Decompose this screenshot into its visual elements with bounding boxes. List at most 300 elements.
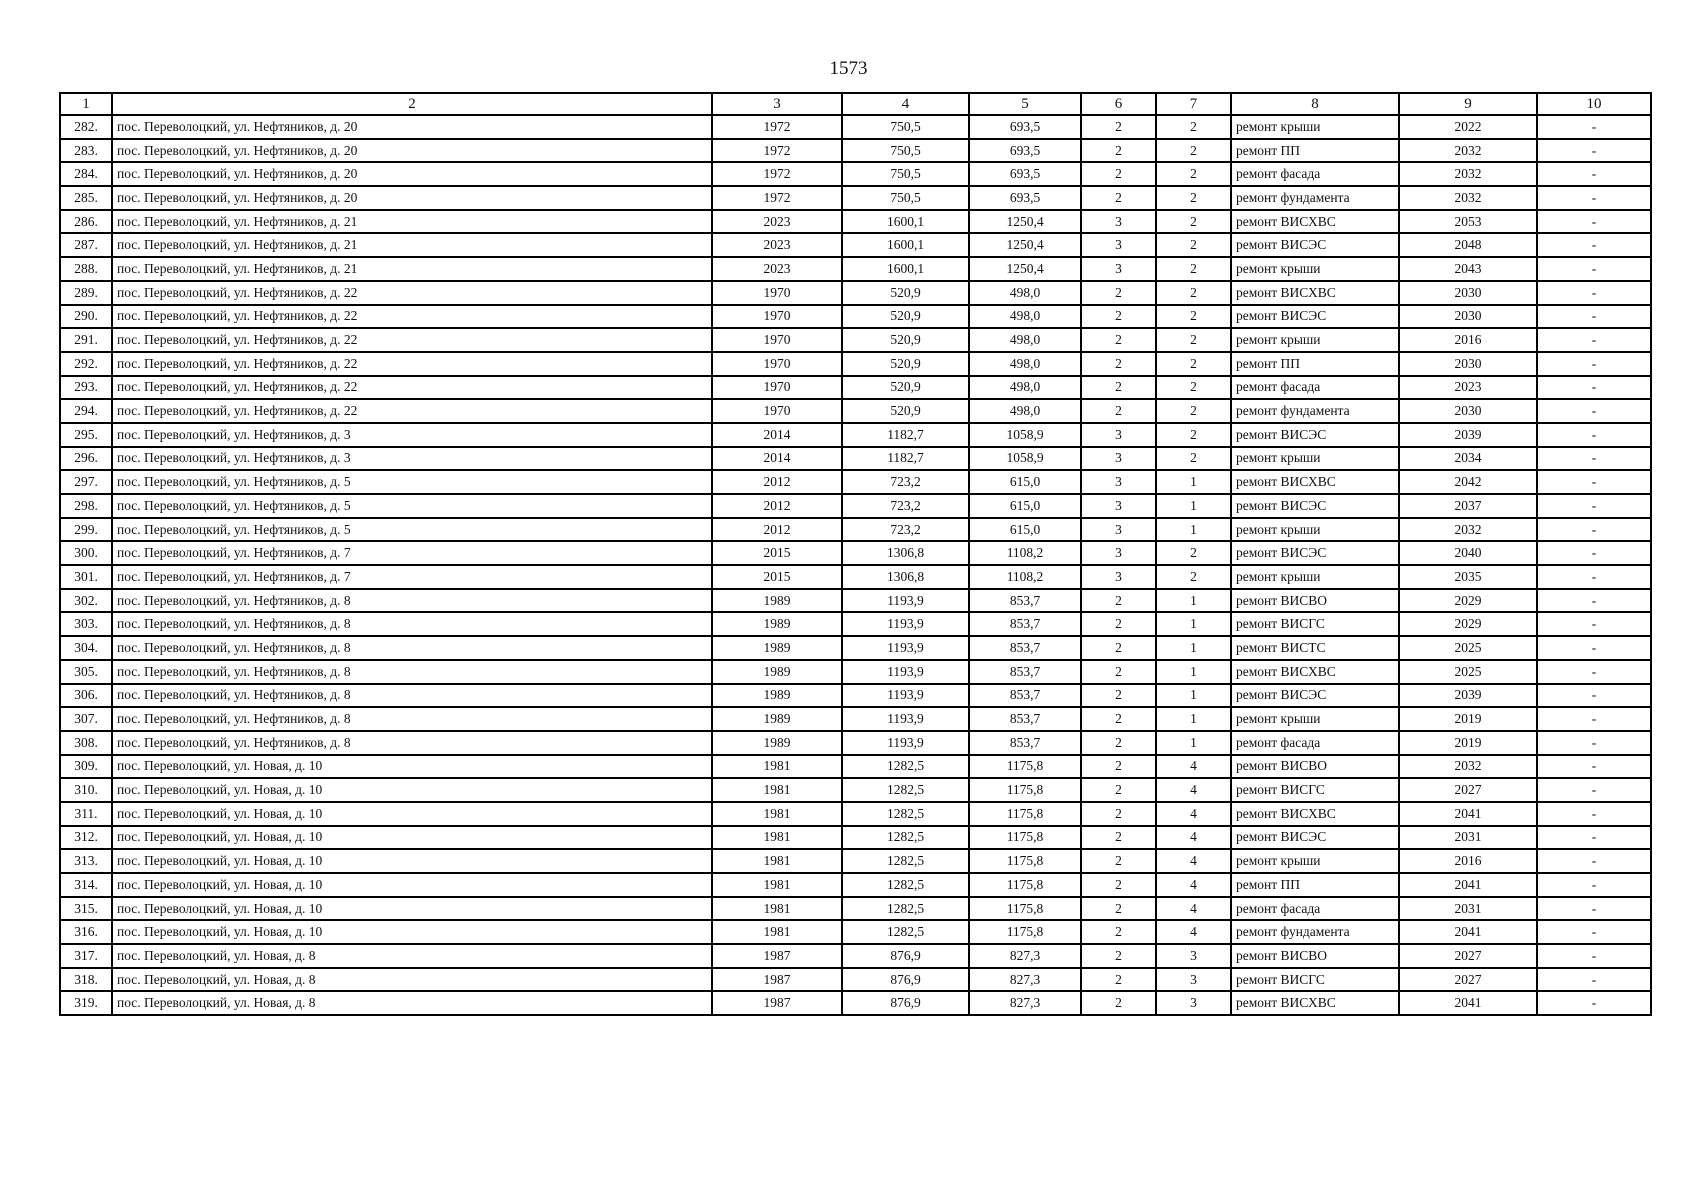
- address-cell: пос. Переволоцкий, ул. Нефтяников, д. 8: [112, 589, 712, 613]
- note-cell: -: [1537, 660, 1651, 684]
- table-row: [60, 612, 1651, 636]
- living-area-cell: 1175,8: [969, 873, 1081, 897]
- floors-cell: 3: [1081, 518, 1156, 542]
- entrances-cell: 2: [1156, 162, 1231, 186]
- row-number-cell: 285.: [60, 186, 112, 210]
- planned-year-cell: 2019: [1399, 707, 1537, 731]
- total-area-cell: 1182,7: [842, 423, 969, 447]
- planned-year-cell: 2022: [1399, 115, 1537, 139]
- total-area-cell: 1193,9: [842, 612, 969, 636]
- year-built-cell: 1981: [712, 873, 842, 897]
- row-number-cell: 291.: [60, 328, 112, 352]
- table-row: [60, 186, 1651, 210]
- address-cell: пос. Переволоцкий, ул. Нефтяников, д. 21: [112, 257, 712, 281]
- row-number-cell: 289.: [60, 281, 112, 305]
- year-built-cell: 1989: [712, 707, 842, 731]
- living-area-cell: 1058,9: [969, 423, 1081, 447]
- living-area-cell: 853,7: [969, 731, 1081, 755]
- total-area-cell: 1193,9: [842, 589, 969, 613]
- living-area-cell: 693,5: [969, 115, 1081, 139]
- repair-type-cell: ремонт ВИСВО: [1231, 589, 1399, 613]
- address-cell: пос. Переволоцкий, ул. Нефтяников, д. 21: [112, 233, 712, 257]
- row-number-cell: 307.: [60, 707, 112, 731]
- repair-type-cell: ремонт крыши: [1231, 115, 1399, 139]
- row-number-cell: 318.: [60, 968, 112, 992]
- year-built-cell: 1989: [712, 731, 842, 755]
- entrances-cell: 2: [1156, 352, 1231, 376]
- entrances-cell: 2: [1156, 281, 1231, 305]
- note-cell: -: [1537, 755, 1651, 779]
- table-row: [60, 305, 1651, 329]
- floors-cell: 2: [1081, 281, 1156, 305]
- year-built-cell: 1987: [712, 944, 842, 968]
- table-row: [60, 707, 1651, 731]
- planned-year-cell: 2041: [1399, 920, 1537, 944]
- floors-cell: 2: [1081, 707, 1156, 731]
- note-cell: -: [1537, 707, 1651, 731]
- planned-year-cell: 2030: [1399, 281, 1537, 305]
- year-built-cell: 1970: [712, 352, 842, 376]
- note-cell: -: [1537, 991, 1651, 1015]
- address-cell: пос. Переволоцкий, ул. Нефтяников, д. 8: [112, 731, 712, 755]
- total-area-cell: 520,9: [842, 376, 969, 400]
- table-row: [60, 684, 1651, 708]
- address-cell: пос. Переволоцкий, ул. Нефтяников, д. 5: [112, 470, 712, 494]
- table-row: [60, 873, 1651, 897]
- table-row: [60, 731, 1651, 755]
- living-area-cell: 827,3: [969, 944, 1081, 968]
- floors-cell: 2: [1081, 944, 1156, 968]
- living-area-cell: 498,0: [969, 352, 1081, 376]
- entrances-cell: 2: [1156, 447, 1231, 471]
- address-cell: пос. Переволоцкий, ул. Нефтяников, д. 8: [112, 636, 712, 660]
- row-number-cell: 310.: [60, 778, 112, 802]
- row-number-cell: 314.: [60, 873, 112, 897]
- floors-cell: 2: [1081, 162, 1156, 186]
- living-area-cell: 693,5: [969, 162, 1081, 186]
- column-header: 4: [842, 93, 969, 115]
- floors-cell: 2: [1081, 849, 1156, 873]
- repair-type-cell: ремонт ВИСЭС: [1231, 541, 1399, 565]
- total-area-cell: 520,9: [842, 305, 969, 329]
- floors-cell: 3: [1081, 447, 1156, 471]
- repair-type-cell: ремонт ПП: [1231, 352, 1399, 376]
- total-area-cell: 1600,1: [842, 257, 969, 281]
- entrances-cell: 1: [1156, 731, 1231, 755]
- planned-year-cell: 2032: [1399, 186, 1537, 210]
- total-area-cell: 723,2: [842, 518, 969, 542]
- address-cell: пос. Переволоцкий, ул. Нефтяников, д. 20: [112, 162, 712, 186]
- planned-year-cell: 2040: [1399, 541, 1537, 565]
- repair-type-cell: ремонт ВИСХВС: [1231, 470, 1399, 494]
- year-built-cell: 1981: [712, 778, 842, 802]
- planned-year-cell: 2034: [1399, 447, 1537, 471]
- total-area-cell: 520,9: [842, 352, 969, 376]
- row-number-cell: 312.: [60, 826, 112, 850]
- total-area-cell: 876,9: [842, 991, 969, 1015]
- table-row: [60, 257, 1651, 281]
- repair-type-cell: ремонт фасада: [1231, 376, 1399, 400]
- floors-cell: 2: [1081, 376, 1156, 400]
- table-row: [60, 518, 1651, 542]
- year-built-cell: 1972: [712, 139, 842, 163]
- table-row: [60, 281, 1651, 305]
- total-area-cell: 1306,8: [842, 565, 969, 589]
- floors-cell: 2: [1081, 731, 1156, 755]
- entrances-cell: 2: [1156, 210, 1231, 234]
- repair-type-cell: ремонт ПП: [1231, 873, 1399, 897]
- total-area-cell: 1282,5: [842, 897, 969, 921]
- planned-year-cell: 2025: [1399, 660, 1537, 684]
- entrances-cell: 3: [1156, 944, 1231, 968]
- entrances-cell: 2: [1156, 257, 1231, 281]
- year-built-cell: 1987: [712, 991, 842, 1015]
- row-number-cell: 290.: [60, 305, 112, 329]
- address-cell: пос. Переволоцкий, ул. Новая, д. 10: [112, 802, 712, 826]
- living-area-cell: 498,0: [969, 281, 1081, 305]
- year-built-cell: 2012: [712, 470, 842, 494]
- planned-year-cell: 2041: [1399, 991, 1537, 1015]
- total-area-cell: 1282,5: [842, 873, 969, 897]
- page-number: 1573: [829, 58, 868, 79]
- entrances-cell: 4: [1156, 826, 1231, 850]
- row-number-cell: 316.: [60, 920, 112, 944]
- note-cell: -: [1537, 849, 1651, 873]
- table-row: [60, 849, 1651, 873]
- planned-year-cell: 2019: [1399, 731, 1537, 755]
- year-built-cell: 1981: [712, 826, 842, 850]
- note-cell: -: [1537, 873, 1651, 897]
- table-row: [60, 920, 1651, 944]
- floors-cell: 3: [1081, 470, 1156, 494]
- year-built-cell: 1972: [712, 162, 842, 186]
- table-row: [60, 162, 1651, 186]
- year-built-cell: 1970: [712, 328, 842, 352]
- entrances-cell: 2: [1156, 399, 1231, 423]
- table-row: [60, 470, 1651, 494]
- row-number-cell: 308.: [60, 731, 112, 755]
- row-number-cell: 315.: [60, 897, 112, 921]
- address-cell: пос. Переволоцкий, ул. Нефтяников, д. 8: [112, 660, 712, 684]
- note-cell: -: [1537, 778, 1651, 802]
- row-number-cell: 303.: [60, 612, 112, 636]
- note-cell: -: [1537, 115, 1651, 139]
- repair-type-cell: ремонт ВИСХВС: [1231, 210, 1399, 234]
- total-area-cell: 750,5: [842, 115, 969, 139]
- entrances-cell: 4: [1156, 873, 1231, 897]
- total-area-cell: 1193,9: [842, 636, 969, 660]
- floors-cell: 2: [1081, 660, 1156, 684]
- year-built-cell: 1981: [712, 755, 842, 779]
- table-row: [60, 778, 1651, 802]
- address-cell: пос. Переволоцкий, ул. Новая, д. 10: [112, 849, 712, 873]
- table-row: [60, 802, 1651, 826]
- entrances-cell: 1: [1156, 494, 1231, 518]
- planned-year-cell: 2029: [1399, 589, 1537, 613]
- address-cell: пос. Переволоцкий, ул. Новая, д. 10: [112, 755, 712, 779]
- planned-year-cell: 2031: [1399, 897, 1537, 921]
- living-area-cell: 1175,8: [969, 802, 1081, 826]
- planned-year-cell: 2037: [1399, 494, 1537, 518]
- entrances-cell: 1: [1156, 470, 1231, 494]
- living-area-cell: 498,0: [969, 305, 1081, 329]
- address-cell: пос. Переволоцкий, ул. Нефтяников, д. 3: [112, 447, 712, 471]
- planned-year-cell: 2043: [1399, 257, 1537, 281]
- planned-year-cell: 2032: [1399, 162, 1537, 186]
- table-row: [60, 328, 1651, 352]
- repair-type-cell: ремонт ВИСЭС: [1231, 494, 1399, 518]
- living-area-cell: 1175,8: [969, 778, 1081, 802]
- planned-year-cell: 2023: [1399, 376, 1537, 400]
- table-row: [60, 233, 1651, 257]
- address-cell: пос. Переволоцкий, ул. Новая, д. 8: [112, 991, 712, 1015]
- total-area-cell: 876,9: [842, 968, 969, 992]
- address-cell: пос. Переволоцкий, ул. Нефтяников, д. 5: [112, 518, 712, 542]
- address-cell: пос. Переволоцкий, ул. Нефтяников, д. 22: [112, 352, 712, 376]
- note-cell: -: [1537, 470, 1651, 494]
- table-row: [60, 376, 1651, 400]
- living-area-cell: 498,0: [969, 328, 1081, 352]
- note-cell: -: [1537, 139, 1651, 163]
- address-cell: пос. Переволоцкий, ул. Нефтяников, д. 20: [112, 115, 712, 139]
- total-area-cell: 1193,9: [842, 684, 969, 708]
- year-built-cell: 1981: [712, 849, 842, 873]
- living-area-cell: 1175,8: [969, 849, 1081, 873]
- year-built-cell: 1989: [712, 684, 842, 708]
- total-area-cell: 520,9: [842, 281, 969, 305]
- year-built-cell: 1989: [712, 612, 842, 636]
- floors-cell: 2: [1081, 186, 1156, 210]
- floors-cell: 2: [1081, 305, 1156, 329]
- entrances-cell: 2: [1156, 541, 1231, 565]
- living-area-cell: 827,3: [969, 991, 1081, 1015]
- year-built-cell: 1987: [712, 968, 842, 992]
- floors-cell: 2: [1081, 755, 1156, 779]
- total-area-cell: 1282,5: [842, 755, 969, 779]
- note-cell: -: [1537, 731, 1651, 755]
- repair-type-cell: ремонт ВИСЭС: [1231, 423, 1399, 447]
- living-area-cell: 498,0: [969, 376, 1081, 400]
- address-cell: пос. Переволоцкий, ул. Нефтяников, д. 22: [112, 281, 712, 305]
- total-area-cell: 723,2: [842, 494, 969, 518]
- repair-type-cell: ремонт ВИСГС: [1231, 968, 1399, 992]
- total-area-cell: 750,5: [842, 139, 969, 163]
- planned-year-cell: 2027: [1399, 968, 1537, 992]
- note-cell: -: [1537, 826, 1651, 850]
- year-built-cell: 1970: [712, 305, 842, 329]
- floors-cell: 3: [1081, 233, 1156, 257]
- entrances-cell: 1: [1156, 589, 1231, 613]
- repair-type-cell: ремонт крыши: [1231, 328, 1399, 352]
- repair-type-cell: ремонт крыши: [1231, 257, 1399, 281]
- address-cell: пос. Переволоцкий, ул. Новая, д. 10: [112, 873, 712, 897]
- planned-year-cell: 2016: [1399, 328, 1537, 352]
- note-cell: -: [1537, 541, 1651, 565]
- floors-cell: 3: [1081, 565, 1156, 589]
- row-number-cell: 292.: [60, 352, 112, 376]
- row-number-cell: 302.: [60, 589, 112, 613]
- repair-type-cell: ремонт ПП: [1231, 139, 1399, 163]
- planned-year-cell: 2025: [1399, 636, 1537, 660]
- floors-cell: 2: [1081, 778, 1156, 802]
- planned-year-cell: 2029: [1399, 612, 1537, 636]
- note-cell: -: [1537, 968, 1651, 992]
- repair-type-cell: ремонт ВИСЭС: [1231, 233, 1399, 257]
- living-area-cell: 1175,8: [969, 897, 1081, 921]
- living-area-cell: 827,3: [969, 968, 1081, 992]
- year-built-cell: 1989: [712, 589, 842, 613]
- column-header: 2: [112, 93, 712, 115]
- note-cell: -: [1537, 257, 1651, 281]
- repair-type-cell: ремонт фасада: [1231, 731, 1399, 755]
- repair-type-cell: ремонт фундамента: [1231, 399, 1399, 423]
- row-number-cell: 300.: [60, 541, 112, 565]
- note-cell: -: [1537, 328, 1651, 352]
- repair-type-cell: ремонт крыши: [1231, 849, 1399, 873]
- planned-year-cell: 2030: [1399, 352, 1537, 376]
- living-area-cell: 1250,4: [969, 210, 1081, 234]
- floors-cell: 2: [1081, 399, 1156, 423]
- living-area-cell: 853,7: [969, 707, 1081, 731]
- table-row: [60, 210, 1651, 234]
- entrances-cell: 4: [1156, 802, 1231, 826]
- entrances-cell: 2: [1156, 233, 1231, 257]
- year-built-cell: 2014: [712, 447, 842, 471]
- year-built-cell: 2015: [712, 541, 842, 565]
- table-row: [60, 755, 1651, 779]
- entrances-cell: 2: [1156, 115, 1231, 139]
- year-built-cell: 1981: [712, 897, 842, 921]
- floors-cell: 3: [1081, 257, 1156, 281]
- living-area-cell: 498,0: [969, 399, 1081, 423]
- year-built-cell: 1970: [712, 376, 842, 400]
- entrances-cell: 2: [1156, 423, 1231, 447]
- address-cell: пос. Переволоцкий, ул. Нефтяников, д. 20: [112, 186, 712, 210]
- living-area-cell: 615,0: [969, 470, 1081, 494]
- year-built-cell: 1981: [712, 802, 842, 826]
- living-area-cell: 1175,8: [969, 920, 1081, 944]
- living-area-cell: 1058,9: [969, 447, 1081, 471]
- address-cell: пос. Переволоцкий, ул. Нефтяников, д. 8: [112, 707, 712, 731]
- note-cell: -: [1537, 305, 1651, 329]
- repair-type-cell: ремонт крыши: [1231, 565, 1399, 589]
- repair-type-cell: ремонт ВИСХВС: [1231, 281, 1399, 305]
- planned-year-cell: 2041: [1399, 873, 1537, 897]
- row-number-cell: 288.: [60, 257, 112, 281]
- note-cell: -: [1537, 897, 1651, 921]
- column-header: 9: [1399, 93, 1537, 115]
- floors-cell: 2: [1081, 589, 1156, 613]
- repair-type-cell: ремонт ВИСВО: [1231, 944, 1399, 968]
- planned-year-cell: 2053: [1399, 210, 1537, 234]
- year-built-cell: 1972: [712, 115, 842, 139]
- address-cell: пос. Переволоцкий, ул. Нефтяников, д. 3: [112, 423, 712, 447]
- row-number-cell: 317.: [60, 944, 112, 968]
- living-area-cell: 1175,8: [969, 755, 1081, 779]
- total-area-cell: 1282,5: [842, 826, 969, 850]
- repair-type-cell: ремонт ВИСЭС: [1231, 826, 1399, 850]
- column-header: 10: [1537, 93, 1651, 115]
- address-cell: пос. Переволоцкий, ул. Новая, д. 10: [112, 778, 712, 802]
- floors-cell: 3: [1081, 423, 1156, 447]
- planned-year-cell: 2031: [1399, 826, 1537, 850]
- address-cell: пос. Переволоцкий, ул. Нефтяников, д. 22: [112, 328, 712, 352]
- address-cell: пос. Переволоцкий, ул. Нефтяников, д. 20: [112, 139, 712, 163]
- total-area-cell: 876,9: [842, 944, 969, 968]
- note-cell: -: [1537, 589, 1651, 613]
- planned-year-cell: 2041: [1399, 802, 1537, 826]
- row-number-cell: 304.: [60, 636, 112, 660]
- note-cell: -: [1537, 447, 1651, 471]
- table-row: [60, 399, 1651, 423]
- repair-type-cell: ремонт ВИСХВС: [1231, 660, 1399, 684]
- address-cell: пос. Переволоцкий, ул. Нефтяников, д. 22: [112, 376, 712, 400]
- table-row: [60, 991, 1651, 1015]
- living-area-cell: 693,5: [969, 139, 1081, 163]
- planned-year-cell: 2048: [1399, 233, 1537, 257]
- total-area-cell: 1182,7: [842, 447, 969, 471]
- floors-cell: 2: [1081, 897, 1156, 921]
- floors-cell: 2: [1081, 684, 1156, 708]
- row-number-cell: 293.: [60, 376, 112, 400]
- planned-year-cell: 2039: [1399, 684, 1537, 708]
- repair-type-cell: ремонт крыши: [1231, 707, 1399, 731]
- repair-type-cell: ремонт ВИСТС: [1231, 636, 1399, 660]
- entrances-cell: 2: [1156, 376, 1231, 400]
- repair-type-cell: ремонт фундамента: [1231, 186, 1399, 210]
- total-area-cell: 750,5: [842, 186, 969, 210]
- floors-cell: 2: [1081, 968, 1156, 992]
- total-area-cell: 750,5: [842, 162, 969, 186]
- entrances-cell: 1: [1156, 612, 1231, 636]
- note-cell: -: [1537, 636, 1651, 660]
- row-number-cell: 284.: [60, 162, 112, 186]
- note-cell: -: [1537, 233, 1651, 257]
- column-header: 3: [712, 93, 842, 115]
- total-area-cell: 1193,9: [842, 707, 969, 731]
- entrances-cell: 2: [1156, 305, 1231, 329]
- total-area-cell: 1193,9: [842, 660, 969, 684]
- total-area-cell: 1282,5: [842, 802, 969, 826]
- row-number-cell: 311.: [60, 802, 112, 826]
- table-row: [60, 139, 1651, 163]
- total-area-cell: 1600,1: [842, 233, 969, 257]
- floors-cell: 2: [1081, 873, 1156, 897]
- note-cell: -: [1537, 423, 1651, 447]
- entrances-cell: 4: [1156, 897, 1231, 921]
- floors-cell: 3: [1081, 494, 1156, 518]
- row-number-cell: 319.: [60, 991, 112, 1015]
- address-cell: пос. Переволоцкий, ул. Нефтяников, д. 8: [112, 684, 712, 708]
- year-built-cell: 2023: [712, 257, 842, 281]
- year-built-cell: 1970: [712, 281, 842, 305]
- planned-year-cell: 2030: [1399, 399, 1537, 423]
- row-number-cell: 301.: [60, 565, 112, 589]
- repair-type-cell: ремонт ВИСЭС: [1231, 684, 1399, 708]
- address-cell: пос. Переволоцкий, ул. Нефтяников, д. 21: [112, 210, 712, 234]
- column-header: 6: [1081, 93, 1156, 115]
- address-cell: пос. Переволоцкий, ул. Нефтяников, д. 7: [112, 541, 712, 565]
- living-area-cell: 693,5: [969, 186, 1081, 210]
- living-area-cell: 1250,4: [969, 233, 1081, 257]
- entrances-cell: 4: [1156, 778, 1231, 802]
- table-row: [60, 541, 1651, 565]
- table-row: [60, 660, 1651, 684]
- column-header: 8: [1231, 93, 1399, 115]
- repair-type-cell: ремонт фундамента: [1231, 920, 1399, 944]
- row-number-cell: 306.: [60, 684, 112, 708]
- living-area-cell: 1175,8: [969, 826, 1081, 850]
